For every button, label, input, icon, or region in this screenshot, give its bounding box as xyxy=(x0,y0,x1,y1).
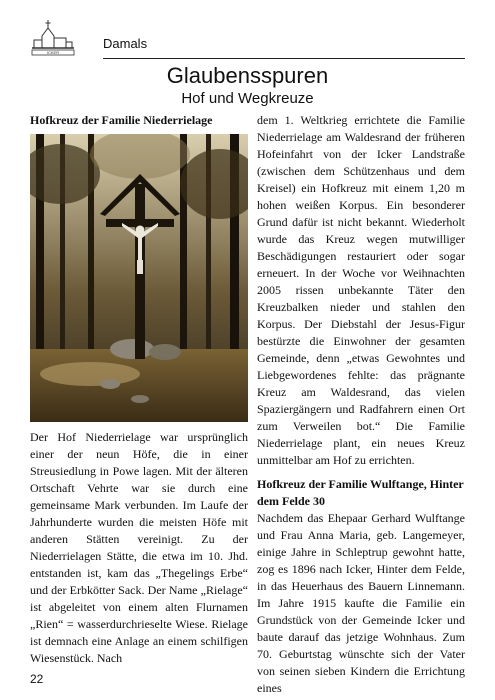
right-column xyxy=(257,112,465,697)
article-subtitle: Hof und Wegkreuze xyxy=(181,90,314,107)
header-divider xyxy=(103,58,465,59)
church-logo-icon xyxy=(30,18,76,64)
paragraph-right: dem 1. Weltkrieg errichtete die Familie Niederrielage am Waldesrand der früheren Hofeinfahrt von der Icker Landstraße (zwischen dem Schützenhaus und dem Kreisel) ein Hofkreuz mit einem 1,20 m hohen weißen Korpus. Ein besonderer Grund dafür ist nicht bekannt. Wiederholt wurde das Kreuz wegen mutwilliger Beschädigungen restauriert oder sogar erneuert. In der Woche vor Weihnachten 2005 rissen unbekannte Täter den Kreuzbalken nieder und stahlen den Korpus. Der Diebstahl der Jesus-Figur bestürzte die Einwohner der gesamten Gemeinde, denn „etwas Gewohntes und Liebgewordenes fehlte: das prägnante Kreuz am Waldesrand, das vielen Spaziergängern und Radfahrern einen Ort zum Verweilen bot.“ Die Familie Niederrielage plant, ein neues Kreuz unmittelbar am Hof zu errichten. xyxy=(257,113,465,467)
paragraph-left: Der Hof Niederrielage war ursprünglich einer der neun Höfe, die in einer Streusiedlung in Powe lagen. Mit der älteren Ortschaft Vehrte war sie durch eine gemeinsame Mark verbunden. Im Laufe der Jahrhunderte wurden die meisten Höfe mit anderen Stätten vereinigt. Zu der Niederrielagen Stätte, die etwa im 10. Jhd. entstanden ist, kam das „Thegelings Erbe“ und der Erbkötter Sack. Der Name „Rielage“ ist abgeleitet von einem alten Flurnamen „Rien“ = wasserdurchrieselte Wiese. Rielage ist demnach eine Anlage an einem schilfigen Wiesenstück. Nach xyxy=(30,430,248,665)
paragraph-section-2: Nachdem das Ehepaar Gerhard Wulftange und Frau Anna Maria, geb. Langemeyer, einige Jahre in Schleptrup gewohnt hatte, zog es 1896 nach Icker, Hinter dem Felde, in das Heuerhaus des Bauern Linnemann. Im Jahre 1915 kaufte die Familie ein Grundstück von der Gemeinde Icker und baute darauf das jetzige Wohnhaus. Zum 70. Geburtstag wünschte sich der Vater von seinen sieben Kindern die Errichtung eines xyxy=(257,511,465,695)
article-title: Glaubensspuren xyxy=(166,63,329,88)
section-label: Damals xyxy=(103,36,148,51)
section-heading-2: Hofkreuz der Familie Wulftange, Hinter dem Felde 30 xyxy=(257,477,464,508)
wayside-cross-photo xyxy=(30,134,248,422)
logo-caption: ICKER xyxy=(46,50,60,55)
section-heading: Hofkreuz der Familie Niederrielage xyxy=(30,113,213,127)
left-column xyxy=(30,112,248,667)
page-number: 22 xyxy=(30,672,44,686)
